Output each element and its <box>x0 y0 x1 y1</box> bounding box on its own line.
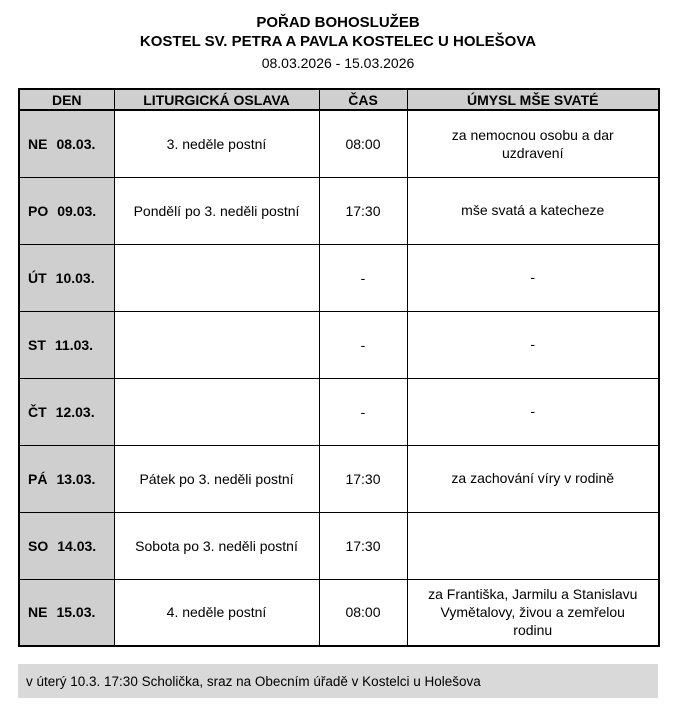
column-header-liturgy: LITURGICKÁ OSLAVA <box>114 89 319 110</box>
liturgy-cell: 4. neděle postní <box>114 579 319 646</box>
table-row <box>19 244 659 311</box>
day-abbrev: NE <box>28 604 48 621</box>
day-abbrev: SO <box>28 537 49 554</box>
time-cell: 08:00 <box>319 110 407 177</box>
intention-cell <box>407 512 659 579</box>
day-abbrev: PO <box>28 202 49 219</box>
liturgy-cell <box>114 311 319 378</box>
liturgy-cell <box>114 378 319 445</box>
page-title: POŘAD BOHOSLUŽEB <box>256 14 420 31</box>
liturgy-cell <box>114 244 319 311</box>
time-cell: 17:30 <box>319 445 407 512</box>
day-date: 12.03. <box>55 403 95 420</box>
document-header <box>18 14 658 71</box>
day-cell <box>19 378 114 445</box>
day-date: 10.03. <box>55 269 95 286</box>
table-row <box>19 445 659 512</box>
day-cell <box>19 579 114 646</box>
day-cell <box>19 244 114 311</box>
day-date: 09.03. <box>57 202 97 219</box>
day-date: 14.03. <box>57 537 97 554</box>
day-abbrev: ÚT <box>28 269 47 286</box>
table-row <box>19 110 659 177</box>
day-cell <box>19 512 114 579</box>
liturgy-cell: 3. neděle postní <box>114 110 319 177</box>
liturgy-cell: Pondělí po 3. neděli postní <box>114 177 319 244</box>
table-row <box>19 512 659 579</box>
liturgy-cell: Sobota po 3. neděli postní <box>114 512 319 579</box>
day-date: 15.03. <box>56 604 96 621</box>
day-date: 13.03. <box>56 470 96 487</box>
column-header-time: ČAS <box>319 89 407 110</box>
schedule-table <box>18 88 660 647</box>
time-cell: - <box>319 311 407 378</box>
day-cell <box>19 177 114 244</box>
intention-cell: - <box>407 311 659 378</box>
table-row <box>19 311 659 378</box>
intention-cell: za nemocnou osobu a dar uzdravení <box>407 110 659 177</box>
day-date: 08.03. <box>56 135 96 152</box>
page-subtitle: KOSTEL SV. PETRA A PAVLA KOSTELEC U HOLEŠOVA <box>139 33 537 50</box>
time-cell: - <box>319 378 407 445</box>
day-abbrev: ST <box>28 336 46 353</box>
table-header-row <box>19 89 659 110</box>
column-header-den: DEN <box>19 89 114 110</box>
column-header-intention: ÚMYSL MŠE SVATÉ <box>407 89 659 110</box>
day-cell <box>19 311 114 378</box>
day-abbrev: NE <box>28 135 48 152</box>
liturgy-cell: Pátek po 3. neděli postní <box>114 445 319 512</box>
intention-cell: za zachování víry v rodině <box>407 445 659 512</box>
time-cell: 17:30 <box>319 512 407 579</box>
table-row <box>19 579 659 646</box>
table-row <box>19 378 659 445</box>
day-cell <box>19 110 114 177</box>
intention-cell: za Františka, Jarmilu a Stanislavu Vymětalovy, živou a zemřelou rodinu <box>407 579 659 646</box>
intention-cell: - <box>407 244 659 311</box>
time-cell: - <box>319 244 407 311</box>
footer-note-text: v úterý 10.3. 17:30 Scholička, sraz na Obecním úřadě v Kostelci u Holešova <box>26 673 481 689</box>
day-abbrev: ČT <box>28 403 47 420</box>
intention-cell: mše svatá a katecheze <box>407 177 659 244</box>
time-cell: 08:00 <box>319 579 407 646</box>
day-abbrev: PÁ <box>28 470 48 487</box>
footer-note <box>18 664 658 698</box>
time-cell: 17:30 <box>319 177 407 244</box>
table-row <box>19 177 659 244</box>
day-date: 11.03. <box>54 336 94 353</box>
date-range: 08.03.2026 - 15.03.2026 <box>261 55 415 71</box>
day-cell <box>19 445 114 512</box>
intention-cell: - <box>407 378 659 445</box>
